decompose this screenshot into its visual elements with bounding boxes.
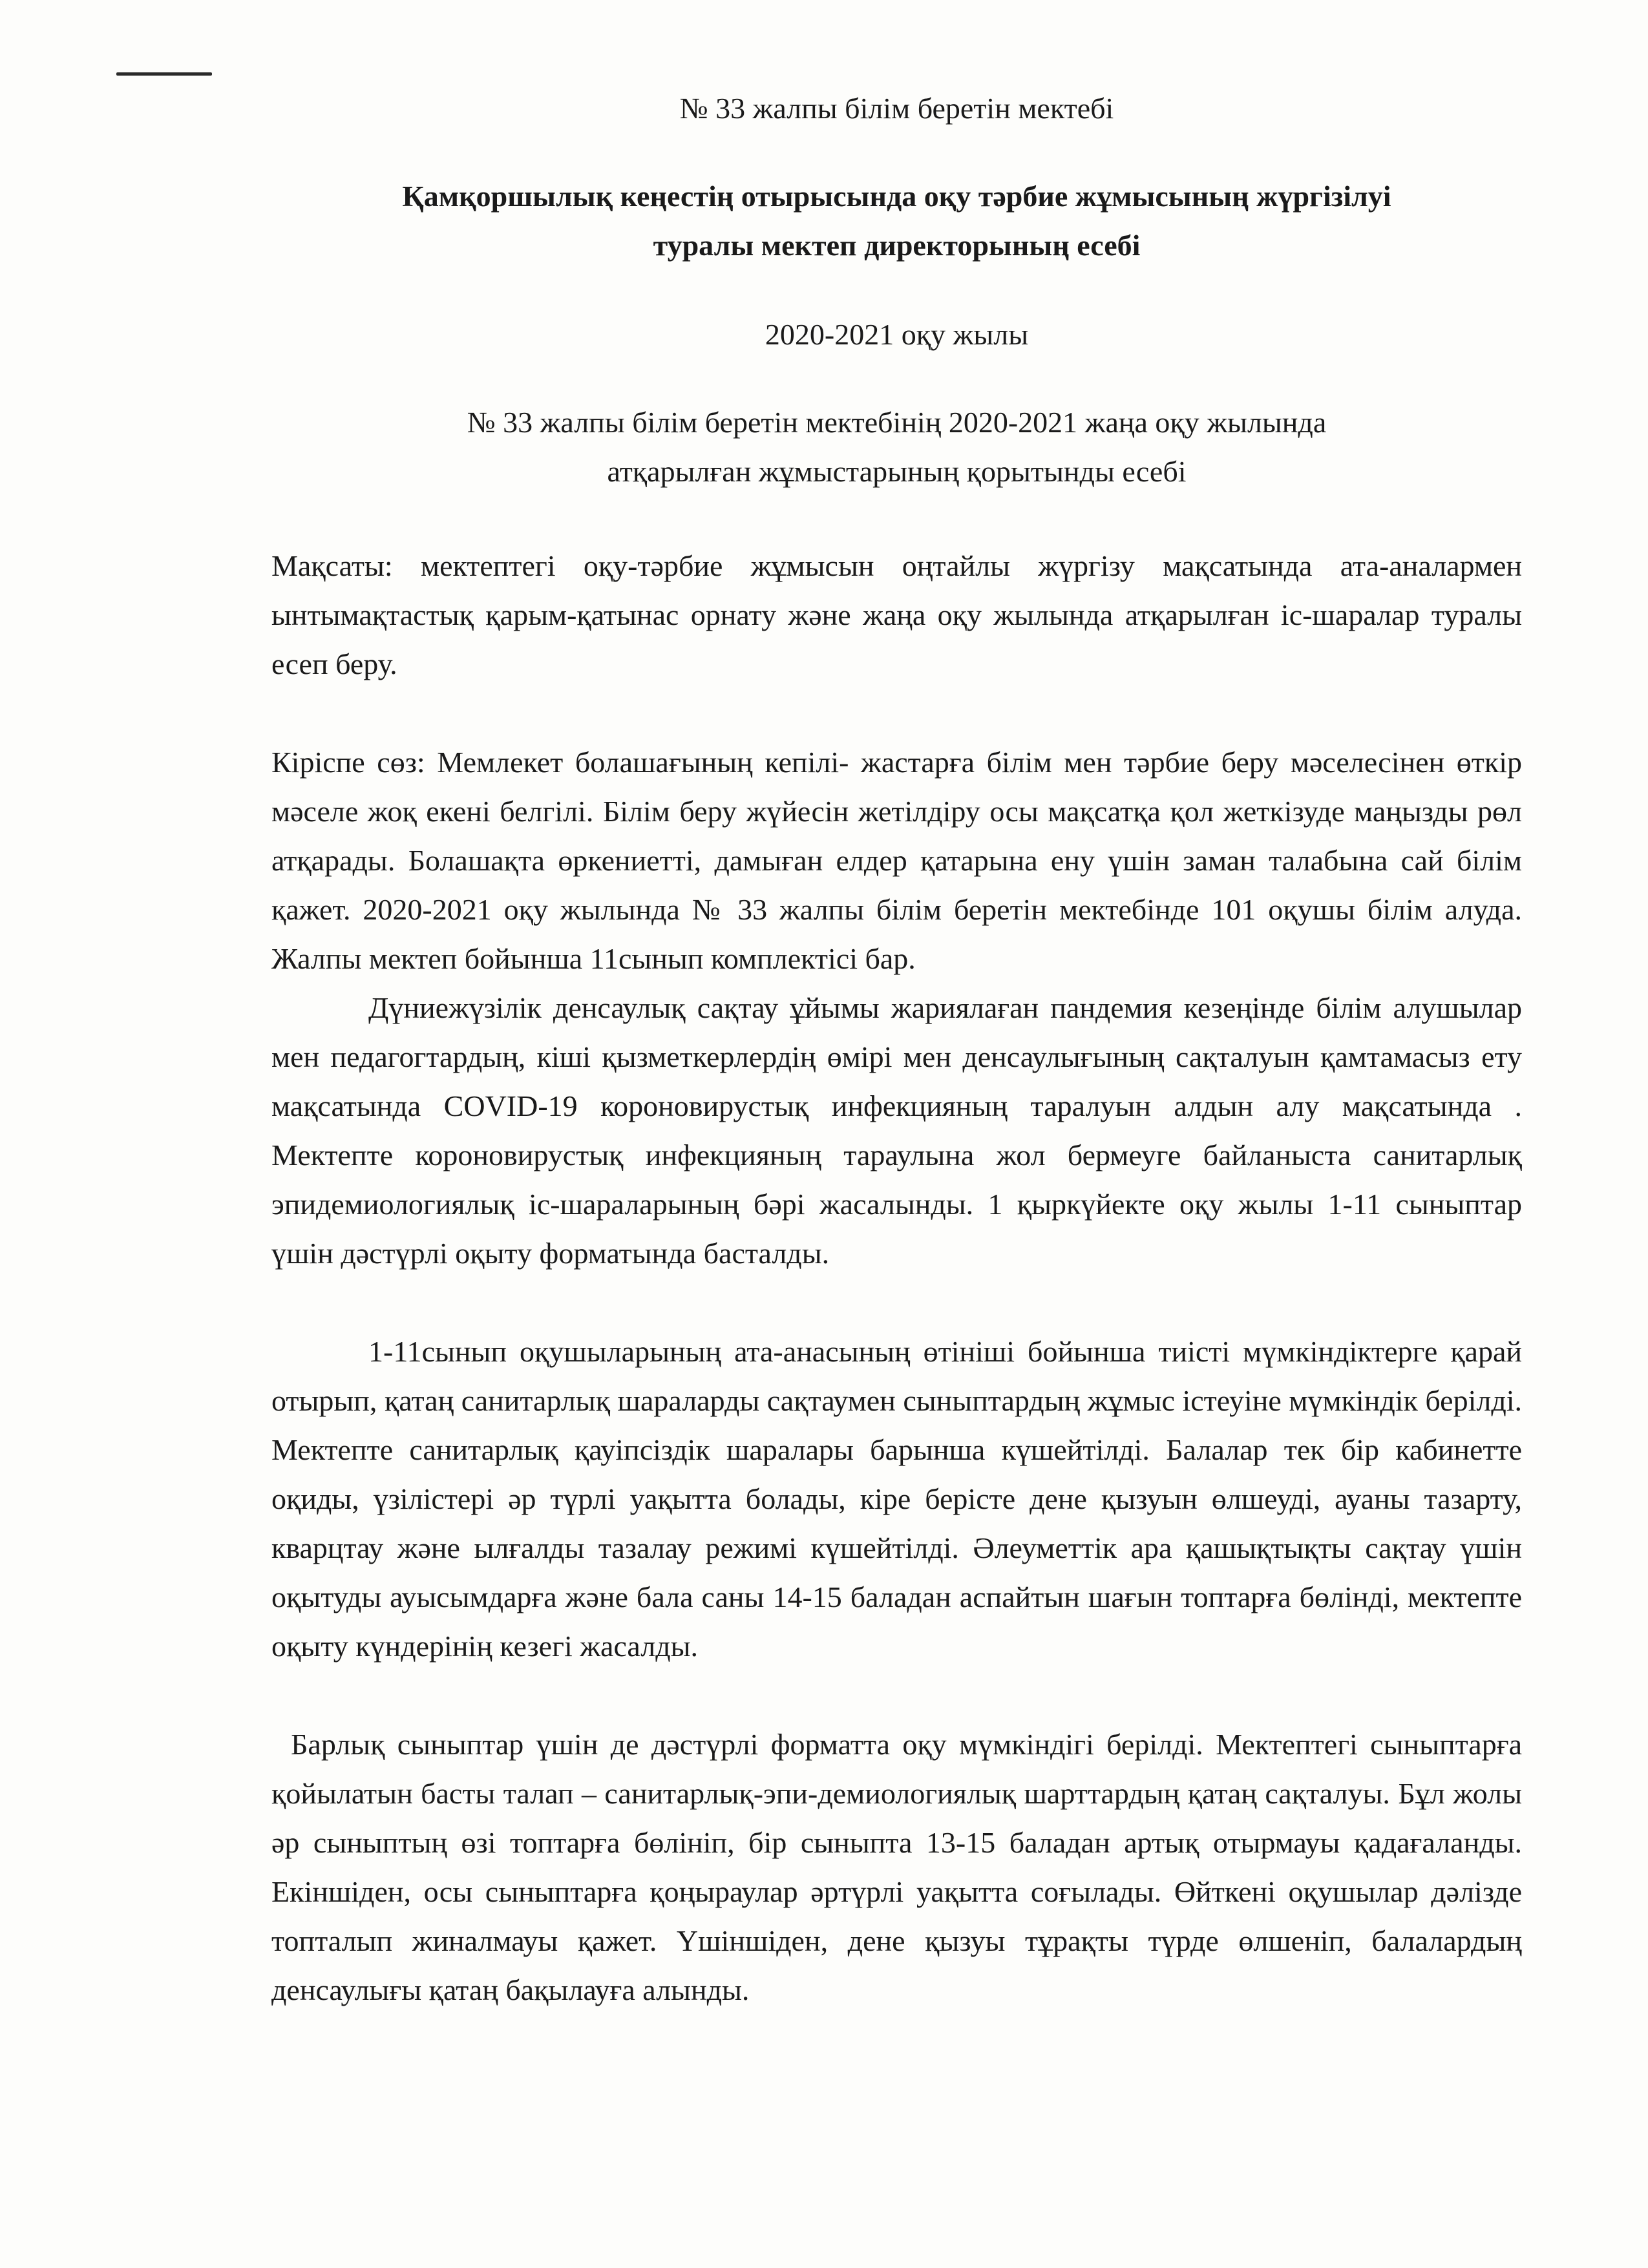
document-title-line-2: туралы мектеп директорының есебі xyxy=(653,229,1141,262)
scan-mark xyxy=(116,72,212,76)
academic-year: 2020-2021 оқу жылы xyxy=(765,318,1029,351)
classes-paragraph: 1-11сынып оқушыларының ата-анасының өтініші бойынша тиісті мүмкіндіктерге қарай отырып, қатаң санитарлық шараларды сақтаумен сыныптардың жұмыс істеуіне мүмкіндік берілді. Мектепте санитарлық қауіпсіздік шаралары барынша күшейтілді. Балалар тек бір кабинетте оқиды, үзілістері әр түрлі уақытта болады, кіре берісте дене қызуын өлшеуді, ауаны тазарту, кварцтау және ылғалды тазалау режимі күшейтілді. Әлеуметтік ара қашықтықты сақтау үшін оқытуды ауысымдарға және бала саны 14-15 баладан аспайтын шағын топтарға бөлінді, мектепте оқыту күндерінің кезегі жасалды. xyxy=(271,1335,1522,1663)
report-subtitle-line-2: атқарылған жұмыстарының қорытынды есебі xyxy=(607,455,1187,488)
report-subtitle-line-1: № 33 жалпы білім беретін мектебінің 2020-2021 жаңа оқу жылында xyxy=(467,406,1327,439)
pandemic-paragraph: Дүниежүзілік денсаулық сақтау ұйымы жариялаған пандемия кезеңінде білім алушылар мен педагогтардың, кіші қызметкерлердің өмірі мен денсаулығының сақталуын қамтамасыз ету мақсатында COVID-19 короновирустық инфекцияның таралуын алдын алу мақсатында . Мектепте короновирустық инфекцияның тараулына жол бермеуге байланыста санитарлық эпидемиологиялық іс-шараларының бәрі жасалынды. 1 қыркүйекте оқу жылы 1-11 сыныптар үшін дәстүрлі оқыту форматында басталды. xyxy=(271,991,1522,1270)
report-subtitle xyxy=(271,398,1522,496)
document-title-line-1: Қамқоршылық кеңестің отырысында оқу тәрбие жұмысының жүргізілуі xyxy=(402,180,1391,213)
school-name: № 33 жалпы білім беретін мектебі xyxy=(679,92,1114,125)
intro-paragraph: Кіріспе сөз: Мемлекет болашағының кепілі- жастарға білім мен тәрбие беру мәселесінен өткір мәселе жоқ екені белгілі. Білім беру жүйесін жетілдіру осы мақсатқа қол жеткізуде маңызды рөл атқарады. Болашақта өркениетті, дамыған елдер қатарына ену үшін заман талабына сай білім қажет. 2020-2021 оқу жылында № 33 жалпы білім беретін мектебінде 101 оқушы білім алуда. Жалпы мектеп бойынша 11сынып комплектісі бар. xyxy=(271,746,1522,975)
traditional-format-paragraph: Барлық сыныптар үшін де дәстүрлі форматта оқу мүмкіндігі берілді. Мектептегі сыныптарға қойылатын басты талап – санитарлық-эпи-демиологиялық шарттардың қатаң сақталуы. Бұл жолы әр сыныптың өзі топтарға бөлініп, бір сыныпта 13-15 баладан артық отырмауы қадағаланды. Екіншіден, осы сыныптарға қоңыраулар әртүрлі уақытта соғылады. Өйткені оқушылар дәлізде топталып жиналмауы қажет. Үшіншіден, дене қызуы тұрақты түрде өлшеніп, балалардың денсаулығы қатаң бақылауға алынды. xyxy=(271,1728,1522,2006)
goal-paragraph: Мақсаты: мектептегі оқу-тәрбие жұмысын оңтайлы жүргізу мақсатында ата-аналармен ынтымақтастық қарым-қатынас орнату және жаңа оқу жылында атқарылған іс-шаралар туралы есеп беру. xyxy=(271,549,1522,680)
document-title xyxy=(271,172,1522,270)
document-page xyxy=(271,84,1522,2015)
